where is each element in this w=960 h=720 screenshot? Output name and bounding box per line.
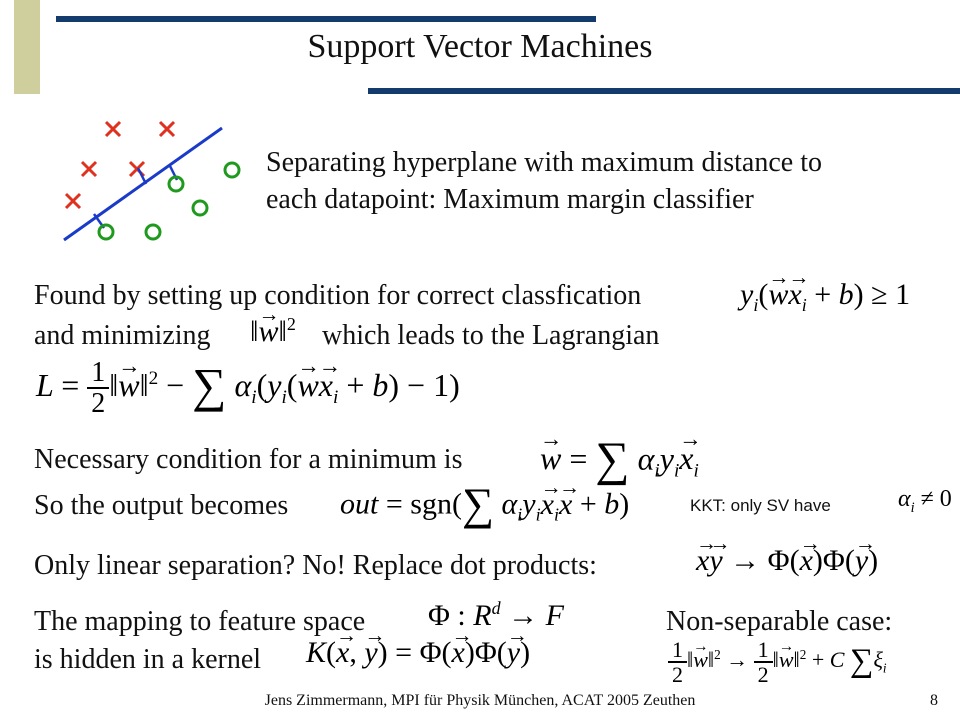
circle-marker [99,225,113,239]
kernel-trick-formula: → x→ y → Φ(→ x)Φ(→ y) [696,544,878,578]
svm-illustration [50,110,260,250]
intro-line-1: Separating hyperplane with maximum distance to [266,147,822,178]
circle-marker [225,163,239,177]
norm-w-formula: ‖→ w‖$^2$ [250,314,296,349]
top-rule [56,16,596,22]
hyperplane-line [64,128,222,240]
margin-tick [138,168,146,184]
mapping-line-1: The mapping to feature space [34,606,366,637]
kkt-formula: $\alpha_i \ne 0$ [898,486,952,516]
cross-marker [160,122,174,136]
found-line-1: Found by setting up condition for correct classfication [34,280,642,311]
linear-question: Only linear separation? No! Replace dot products: [34,550,597,581]
output-formula: out = sgn(∑ $\alpha_iy_i\to x_i\to x + b$) [340,478,629,530]
cross-marker [82,162,96,176]
kkt-note: KKT: only SV have [690,496,831,515]
necessary-text: Necessary condition for a minimum is [34,444,463,475]
found-line-2b: which leads to the Lagrangian [322,320,660,351]
slide-title: Support Vector Machines [307,28,653,65]
found-line-2a: and minimizing [34,320,211,351]
intro-line-2: each datapoint: Maximum margin classifier [266,184,754,215]
minimum-condition-formula: → w = ∑ $\alpha_iy_i\to x_i$ [540,432,699,487]
constraint-formula: $y_i(\to w\to x_i + b) \ge 1$ [740,278,910,316]
cross-marker [66,194,80,208]
page-number: 8 [930,692,938,709]
footer-text: Jens Zimmermann, MPI für Physik München, ACAT 2005 Zeuthen [264,692,696,709]
mapping-line-2: is hidden in a kernel [34,644,262,675]
title-rule [368,88,960,94]
kernel-formula: K(→ x, → y) = Φ(→ x)Φ(→ y) [306,636,530,670]
circle-marker [146,225,160,239]
nonseparable-formula: $\frac{1}{2}$ ‖→ w‖$^2$ → $\frac{1}{2}$ ‖→ w‖$^2$ + C $\sum\xi_i$ [668,638,887,686]
output-text: So the output becomes [34,490,289,521]
nonseparable-text: Non-separable case: [666,606,893,637]
lagrangian-formula: L = $\frac{1}{2}$ ‖→ w‖$^2$ − ∑ $\alpha_i(y_i(\to w\to x_i + b) - 1)$ [36,358,460,419]
feature-map-formula: Φ : $R^d \to F$ [428,598,564,632]
circle-marker [193,201,207,215]
cross-marker [106,122,120,136]
